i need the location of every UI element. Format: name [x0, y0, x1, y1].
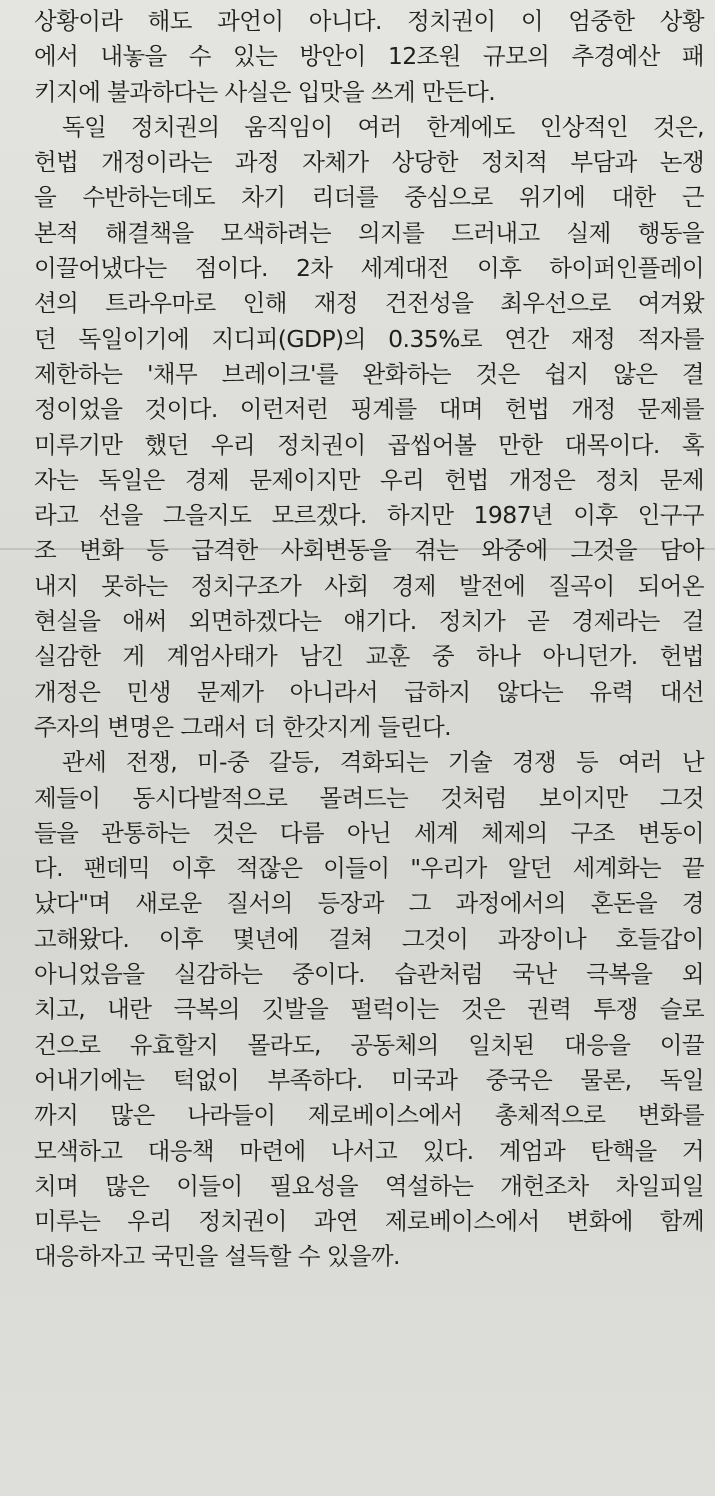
article-line: 실감한 게 계엄사태가 남긴 교훈 중 하나 아니던가. 헌법 — [34, 642, 704, 671]
article-line: 고해왔다. 이후 몇년에 걸쳐 그것이 과장이나 호들갑이 — [34, 924, 704, 953]
article-line: 이끌어냈다는 점이다. 2차 세계대전 이후 하이퍼인플레이 — [34, 254, 704, 283]
article-line: 모색하고 대응책 마련에 나서고 있다. 계엄과 탄핵을 거 — [34, 1136, 704, 1165]
article-line: 션의 트라우마로 인해 재정 건전성을 최우선으로 여겨왔 — [34, 289, 704, 318]
article-line: 대응하자고 국민을 설득할 수 있을까. — [34, 1242, 400, 1271]
article-line: 어내기에는 턱없이 부족하다. 미국과 중국은 물론, 독일 — [34, 1065, 704, 1094]
article-column — [34, 4, 704, 1275]
article-line: 본적 해결책을 모색하려는 의지를 드러내고 실제 행동을 — [34, 218, 704, 247]
article-line: 정이었을 것이다. 이런저런 핑계를 대며 헌법 개정 문제를 — [34, 395, 704, 424]
article-line: 났다"며 새로운 질서의 등장과 그 과정에서의 혼돈을 경 — [34, 889, 704, 918]
article-line: 주자의 변명은 그래서 더 한갓지게 들린다. — [34, 712, 451, 741]
article-line: 개정은 민생 문제가 아니라서 급하지 않다는 유력 대선 — [34, 677, 704, 706]
article-line: 치고, 내란 극복의 깃발을 펄럭이는 것은 권력 투쟁 슬로 — [34, 995, 704, 1024]
article-line: 키지에 불과하다는 사실은 입맛을 쓰게 만든다. — [34, 77, 496, 106]
article-line: 던 독일이기에 지디피(GDP)의 0.35%로 연간 재정 적자를 — [34, 324, 704, 353]
article-line: 독일 정치권의 움직임이 여러 한계에도 인상적인 것은, — [62, 112, 704, 141]
article-line: 들을 관통하는 것은 다름 아닌 세계 체제의 구조 변동이 — [34, 818, 704, 847]
article-line: 미루는 우리 정치권이 과연 제로베이스에서 변화에 함께 — [34, 1207, 704, 1236]
article-line: 현실을 애써 외면하겠다는 얘기다. 정치가 곧 경제라는 걸 — [34, 607, 704, 636]
article-line: 에서 내놓을 수 있는 방안이 12조원 규모의 추경예산 패 — [34, 42, 704, 71]
article-line: 까지 많은 나라들이 제로베이스에서 총체적으로 변화를 — [34, 1101, 704, 1130]
article-line: 관세 전쟁, 미-중 갈등, 격화되는 기술 경쟁 등 여러 난 — [62, 748, 704, 777]
article-line: 제들이 동시다발적으로 몰려드는 것처럼 보이지만 그것 — [34, 783, 704, 812]
article-line: 상황이라 해도 과언이 아니다. 정치권이 이 엄중한 상황 — [34, 7, 704, 35]
article-line: 헌법 개정이라는 과정 자체가 상당한 정치적 부담과 논쟁 — [34, 148, 704, 177]
article-line: 내지 못하는 정치구조가 사회 경제 발전에 질곡이 되어온 — [34, 571, 704, 600]
article-line: 치며 많은 이들이 필요성을 역설하는 개헌조차 차일피일 — [34, 1171, 704, 1200]
article-line: 건으로 유효할지 몰라도, 공동체의 일치된 대응을 이끌 — [34, 1030, 704, 1059]
article-line: 다. 팬데믹 이후 적잖은 이들이 "우리가 알던 세계화는 끝 — [34, 854, 704, 883]
article-line: 제한하는 '채무 브레이크'를 완화하는 것은 쉽지 않은 결 — [34, 359, 704, 388]
article-line: 미루기만 했던 우리 정치권이 곱씹어볼 만한 대목이다. 혹 — [34, 430, 704, 459]
article-line: 조 변화 등 급격한 사회변동을 겪는 와중에 그것을 담아 — [34, 536, 704, 565]
article-line: 자는 독일은 경제 문제이지만 우리 헌법 개정은 정치 문제 — [34, 465, 704, 494]
article-line: 을 수반하는데도 차기 리더를 중심으로 위기에 대한 근 — [34, 183, 704, 212]
article-line: 아니었음을 실감하는 중이다. 습관처럼 국난 극복을 외 — [34, 960, 704, 989]
article-line: 라고 선을 그을지도 모르겠다. 하지만 1987년 이후 인구구 — [34, 501, 704, 530]
